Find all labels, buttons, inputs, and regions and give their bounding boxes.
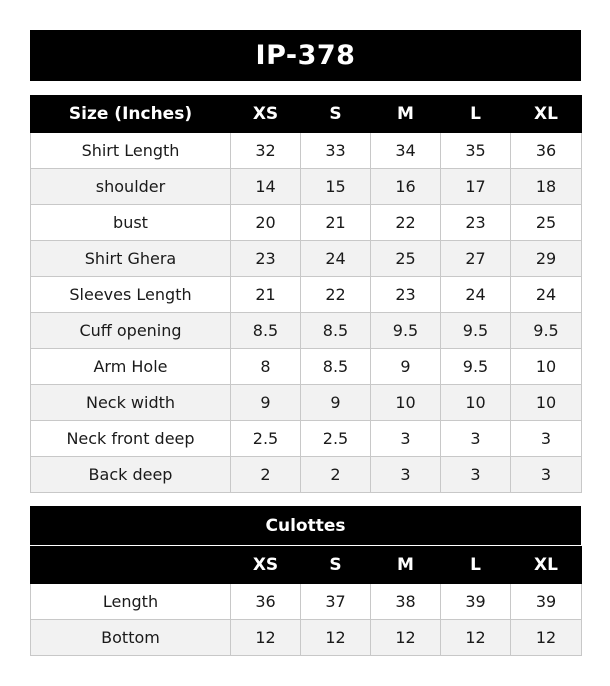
measurement-value: 9.5	[441, 349, 511, 385]
table-row	[31, 169, 582, 205]
measurement-value: 24	[441, 277, 511, 313]
measurement-value: 9.5	[441, 313, 511, 349]
table-row	[31, 277, 582, 313]
measurement-value: 12	[441, 620, 511, 656]
measurement-value: 20	[231, 205, 301, 241]
measurement-value: 8.5	[231, 313, 301, 349]
culottes-size-table	[30, 546, 582, 656]
measurement-value: 34	[371, 133, 441, 169]
measurement-value: 3	[441, 457, 511, 493]
measurement-value: 9.5	[371, 313, 441, 349]
measurement-value: 21	[301, 205, 371, 241]
measurement-label: Neck width	[31, 385, 231, 421]
table-row	[31, 313, 582, 349]
header-cell: S	[301, 547, 371, 584]
table-row	[31, 620, 582, 656]
measurement-value: 3	[371, 457, 441, 493]
measurement-value: 39	[441, 584, 511, 620]
shirt-header-row	[31, 96, 582, 133]
measurement-value: 12	[511, 620, 582, 656]
measurement-value: 9	[301, 385, 371, 421]
measurement-value: 9.5	[511, 313, 582, 349]
measurement-value: 32	[231, 133, 301, 169]
measurement-label: Cuff opening	[31, 313, 231, 349]
measurement-value: 2	[301, 457, 371, 493]
measurement-value: 23	[371, 277, 441, 313]
measurement-value: 2.5	[301, 421, 371, 457]
measurement-value: 18	[511, 169, 582, 205]
header-cell: M	[371, 96, 441, 133]
measurement-value: 9	[231, 385, 301, 421]
measurement-value: 8.5	[301, 313, 371, 349]
measurement-value: 36	[511, 133, 582, 169]
header-cell: XL	[511, 96, 582, 133]
table-row	[31, 205, 582, 241]
measurement-value: 38	[371, 584, 441, 620]
measurement-value: 16	[371, 169, 441, 205]
table-row	[31, 133, 582, 169]
measurement-value: 39	[511, 584, 582, 620]
measurement-value: 3	[371, 421, 441, 457]
measurement-value: 2.5	[231, 421, 301, 457]
measurement-value: 12	[301, 620, 371, 656]
measurement-label: Sleeves Length	[31, 277, 231, 313]
measurement-value: 10	[441, 385, 511, 421]
measurement-label: Arm Hole	[31, 349, 231, 385]
measurement-value: 12	[371, 620, 441, 656]
measurement-value: 24	[511, 277, 582, 313]
header-cell: Size (Inches)	[31, 96, 231, 133]
product-code-title: IP-378	[30, 30, 581, 81]
measurement-label: Back deep	[31, 457, 231, 493]
measurement-value: 37	[301, 584, 371, 620]
measurement-value: 3	[511, 457, 582, 493]
measurement-value: 21	[231, 277, 301, 313]
measurement-value: 24	[301, 241, 371, 277]
header-cell: L	[441, 547, 511, 584]
header-cell: M	[371, 547, 441, 584]
measurement-value: 2	[231, 457, 301, 493]
measurement-value: 14	[231, 169, 301, 205]
measurement-value: 33	[301, 133, 371, 169]
measurement-label: shoulder	[31, 169, 231, 205]
table-row	[31, 421, 582, 457]
measurement-value: 3	[511, 421, 582, 457]
table-row	[31, 457, 582, 493]
measurement-value: 17	[441, 169, 511, 205]
measurement-value: 22	[371, 205, 441, 241]
measurement-value: 27	[441, 241, 511, 277]
culottes-header-row	[31, 547, 582, 584]
measurement-value: 35	[441, 133, 511, 169]
header-cell: XL	[511, 547, 582, 584]
measurement-value: 8	[231, 349, 301, 385]
measurement-value: 8.5	[301, 349, 371, 385]
measurement-label: Shirt Ghera	[31, 241, 231, 277]
measurement-value: 29	[511, 241, 582, 277]
culottes-title: Culottes	[30, 506, 581, 546]
header-cell: L	[441, 96, 511, 133]
measurement-value: 25	[371, 241, 441, 277]
measurement-value: 23	[231, 241, 301, 277]
table-row	[31, 385, 582, 421]
measurement-value: 10	[511, 385, 582, 421]
measurement-label: Length	[31, 584, 231, 620]
header-cell: S	[301, 96, 371, 133]
measurement-label: Shirt Length	[31, 133, 231, 169]
measurement-value: 15	[301, 169, 371, 205]
measurement-value: 23	[441, 205, 511, 241]
measurement-value: 22	[301, 277, 371, 313]
header-cell: XS	[231, 547, 301, 584]
table-row	[31, 584, 582, 620]
measurement-value: 36	[231, 584, 301, 620]
measurement-label: bust	[31, 205, 231, 241]
measurement-value: 10	[511, 349, 582, 385]
measurement-label: Bottom	[31, 620, 231, 656]
measurement-value: 12	[231, 620, 301, 656]
table-row	[31, 349, 582, 385]
header-cell	[31, 547, 231, 584]
measurement-value: 10	[371, 385, 441, 421]
shirt-size-table	[30, 95, 582, 493]
measurement-label: Neck front deep	[31, 421, 231, 457]
measurement-value: 25	[511, 205, 582, 241]
header-cell: XS	[231, 96, 301, 133]
measurement-value: 3	[441, 421, 511, 457]
measurement-value: 9	[371, 349, 441, 385]
table-row	[31, 241, 582, 277]
